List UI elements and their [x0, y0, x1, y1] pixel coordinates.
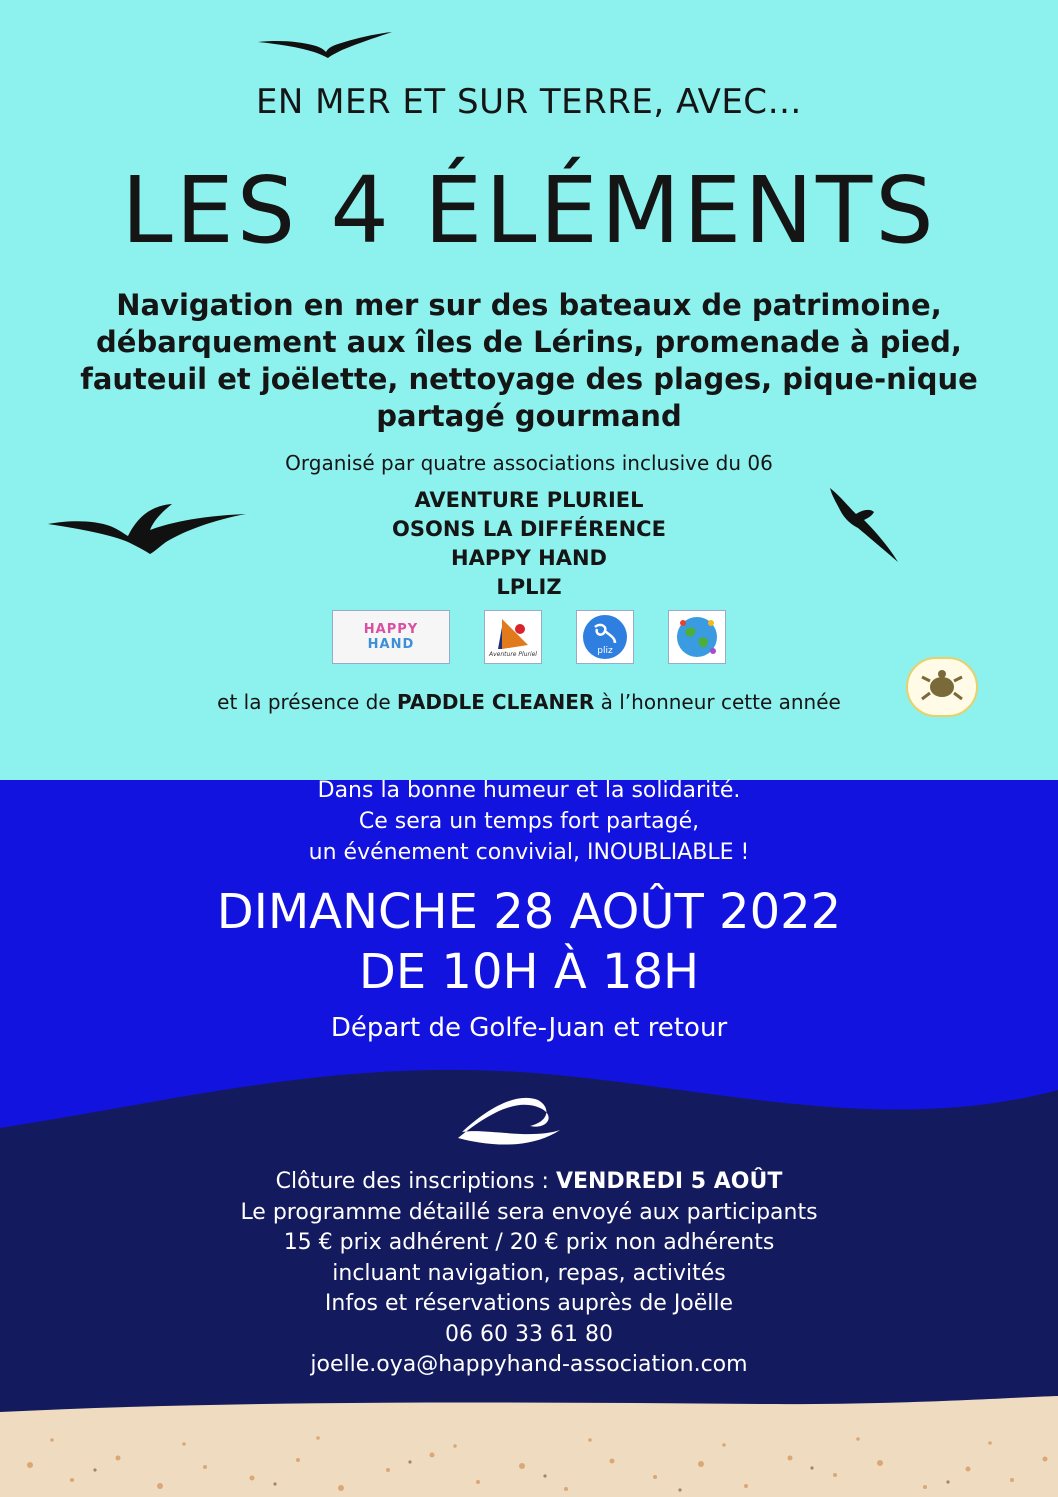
closing-date: VENDREDI 5 AOÛT	[555, 1169, 783, 1194]
aventure-pluriel-caption: Aventure Pluriel	[489, 650, 537, 658]
happy-hand-logo	[332, 610, 450, 664]
description-line: partagé gourmand	[376, 399, 682, 433]
happy-hand-logo-bottom: HAND	[367, 637, 415, 652]
seagull-icon	[258, 30, 392, 60]
lpliz-logo	[576, 610, 634, 664]
info-line: incluant navigation, repas, activités	[332, 1260, 726, 1286]
organizers-intro: Organisé par quatre associations inclusive du 06	[285, 451, 773, 475]
lpliz-circle-icon	[581, 613, 629, 661]
info-line: 15 € prix adhérent / 20 € prix non adhérents	[283, 1230, 775, 1255]
paddle-cleaner-name: PADDLE CLEANER	[397, 690, 595, 714]
info-block	[0, 1167, 1058, 1381]
association-name: HAPPY HAND	[451, 546, 607, 570]
aventure-pluriel-logo	[484, 610, 542, 664]
event-departure: Départ de Golfe-Juan et retour	[330, 1013, 728, 1043]
happy-hand-logo-top: HAPPY	[363, 622, 419, 637]
intro-text: EN MER ET SUR TERRE, AVEC…	[255, 82, 803, 122]
paddle-cleaner-logo	[906, 657, 978, 717]
association-name: OSONS LA DIFFÉRENCE	[392, 517, 666, 541]
event-datetime	[0, 882, 1058, 1002]
turtle-icon	[908, 659, 976, 715]
associations-list	[0, 486, 1058, 602]
paddle-text-before: et la présence de	[217, 690, 398, 714]
association-name: AVENTURE PLURIEL	[414, 488, 644, 512]
description-line: fauteuil et joëlette, nettoyage des plages, pique-nique	[80, 362, 978, 396]
closing-label: Clôture des inscriptions :	[275, 1169, 556, 1194]
description-line: Navigation en mer sur des bateaux de patrimoine,	[116, 288, 942, 322]
event-time: DE 10H À 18H	[358, 944, 700, 1000]
mood-line: un événement convivial, INOUBLIABLE !	[308, 840, 750, 865]
osons-la-difference-logo	[668, 610, 726, 664]
lpliz-caption: pliz	[597, 646, 613, 656]
sail-icon	[494, 617, 532, 651]
association-name: LPLIZ	[496, 575, 562, 599]
phone-number: 06 60 33 61 80	[445, 1321, 613, 1347]
paddle-text-after: à l’honneur cette année	[594, 690, 841, 714]
info-line: Le programme détaillé sera envoyé aux participants	[240, 1199, 818, 1225]
paddle-cleaner-line	[0, 690, 1058, 714]
logos-row	[0, 610, 1058, 664]
email-address: joelle.oya@happyhand-association.com	[310, 1352, 748, 1377]
mood-block	[0, 775, 1058, 868]
info-line: Infos et réservations auprès de Joëlle	[324, 1291, 734, 1316]
closing-line	[0, 1167, 1058, 1198]
description-block	[0, 287, 1058, 435]
sand-band	[0, 1396, 1058, 1497]
globe-icon	[673, 613, 721, 661]
mood-line: Ce sera un temps fort partagé,	[358, 809, 700, 834]
event-date: DIMANCHE 28 AOÛT 2022	[216, 884, 842, 940]
mood-line: Dans la bonne humeur et la solidarité.	[317, 778, 741, 803]
page-title: LES 4 ÉLÉMENTS	[121, 157, 937, 264]
description-line: débarquement aux îles de Lérins, promenade à pied,	[96, 325, 962, 359]
